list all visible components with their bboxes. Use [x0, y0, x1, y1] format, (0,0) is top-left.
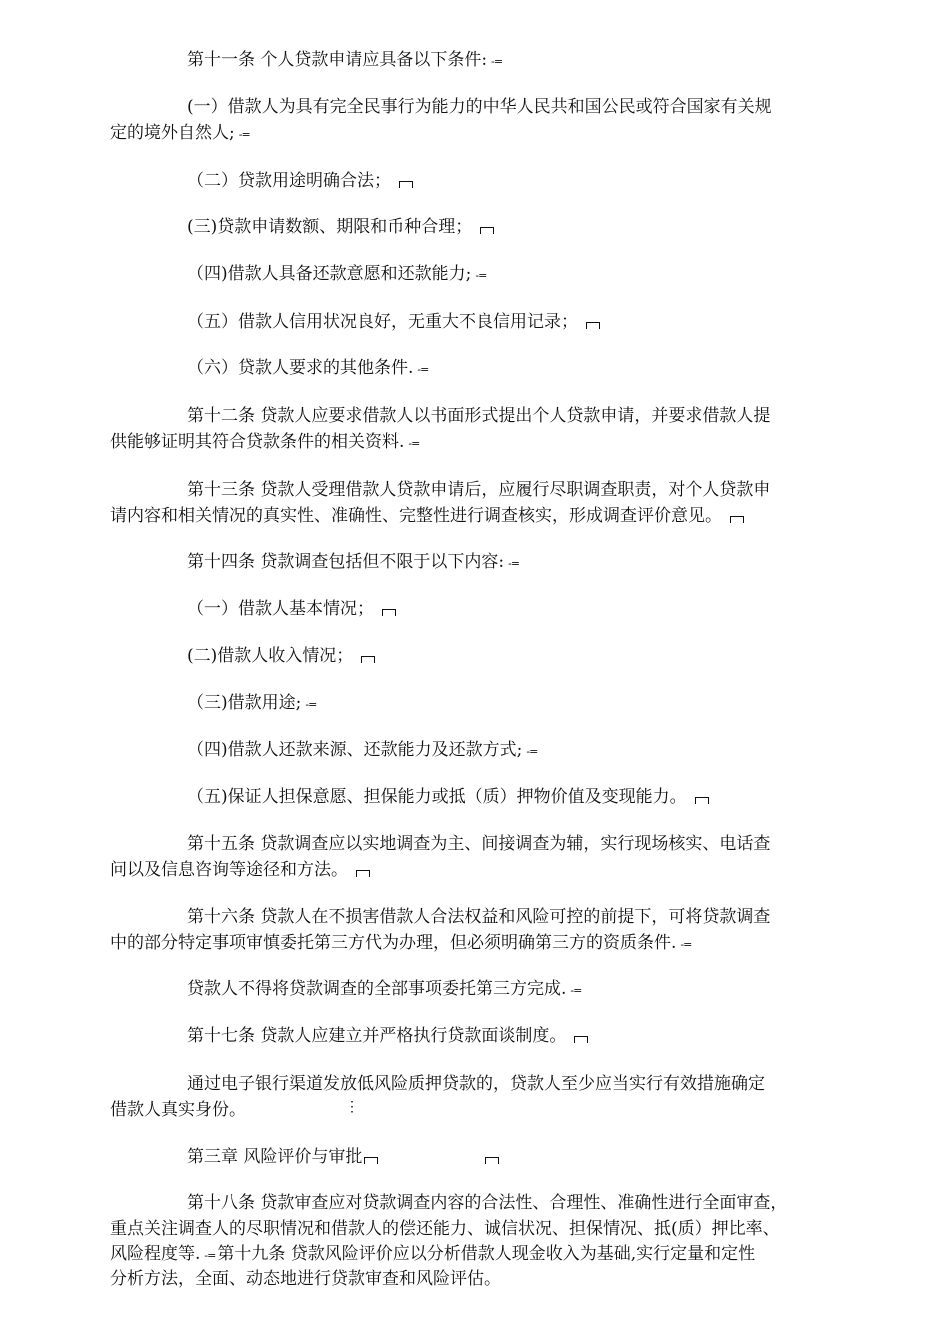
paragraph-line: (二)借款人收入情况；: [187, 644, 375, 668]
paragraph-mark-icon: [356, 870, 370, 877]
paragraph-line: 第十二条 贷款人应要求借款人以书面形式提出个人贷款申请，并要求借款人提: [187, 406, 771, 426]
paragraph-line: （二）贷款用途明确合法；: [187, 169, 413, 193]
paragraph-line: 供能够证明其符合贷款条件的相关资料. -=: [110, 430, 419, 456]
paragraph-line: 问以及信息咨询等途径和方法。: [110, 858, 370, 882]
paragraph-line: （五）借款人信用状况良好，无重大不良信用记录；: [187, 310, 600, 334]
paragraph-mark-icon: [361, 656, 375, 663]
paragraph-line: （四)借款人具备还款意愿和还款能力; -=: [187, 262, 486, 288]
paragraph-line: 第十四条 贷款调查包括但不限于以下内容: -=: [187, 550, 519, 576]
vertical-dots-icon: ⋮: [345, 1099, 359, 1115]
paragraph-mark-icon: -=: [204, 1249, 216, 1262]
paragraph-line: （四)借款人还款来源、还款能力及还款方式; -=: [187, 738, 537, 764]
paragraph-mark-icon: -=: [508, 557, 520, 570]
paragraph-line: （一）借款人基本情况；: [187, 597, 396, 621]
paragraph-line: 请内容和相关情况的真实性、准确性、完整性进行调查核实，形成调查评价意见。: [110, 504, 744, 528]
paragraph-mark-icon: -=: [526, 745, 538, 758]
paragraph-line: 第十一条 个人贷款申请应具备以下条件: -=: [187, 48, 502, 74]
paragraph-line: (一）借款人为具有完全民事行为能力的中华人民共和国公民或符合国家有关规: [187, 97, 772, 117]
paragraph-mark-icon: -=: [417, 363, 429, 376]
paragraph-line: 第十三条 贷款人受理借款人贷款申请后，应履行尽职调查职责，对个人贷款申: [187, 480, 771, 500]
paragraph-line: 通过电子银行渠道发放低风险质押贷款的，贷款人至少应当实行有效措施确定: [187, 1074, 765, 1094]
paragraph-mark-icon: [574, 1036, 588, 1043]
paragraph-mark-icon: [480, 227, 494, 234]
paragraph-mark-icon: [382, 609, 396, 616]
paragraph-line: （三)借款用途; -=: [187, 691, 316, 717]
paragraph-mark-icon: -=: [238, 128, 250, 141]
paragraph-mark-icon: -=: [305, 698, 317, 711]
paragraph-mark-icon: -=: [408, 437, 420, 450]
paragraph-line: 分析方法，全面、动态地进行贷款审查和风险评估。: [110, 1269, 501, 1289]
paragraph-line: (三)贷款申请数额、期限和币种合理；: [187, 215, 494, 239]
paragraph-line: 贷款人不得将贷款调查的全部事项委托第三方完成. -=: [187, 977, 581, 1003]
paragraph-line: 重点关注调查人的尽职情况和借款人的偿还能力、诚信状况、担保情况、抵(质）押比率、: [110, 1219, 780, 1239]
paragraph-mark-icon: [695, 797, 709, 804]
paragraph-mark-icon: -=: [570, 984, 582, 997]
paragraph-mark-icon: [485, 1157, 499, 1164]
paragraph-line: 第十七条 贷款人应建立并严格执行贷款面谈制度。: [187, 1024, 588, 1048]
paragraph-mark-icon: [586, 322, 600, 329]
paragraph-line: 借款人真实身份。: [110, 1100, 246, 1120]
paragraph-line: （六）贷款人要求的其他条件. -=: [187, 356, 428, 382]
paragraph-mark-icon: -=: [680, 938, 692, 951]
paragraph-line: 第十六条 贷款人在不损害借款人合法权益和风险可控的前提下，可将贷款调查: [187, 907, 771, 927]
paragraph-mark-icon: [364, 1157, 378, 1164]
paragraph-line: （五)保证人担保意愿、担保能力或抵（质）押物价值及变现能力。: [187, 785, 709, 809]
paragraph-line: 第十五条 贷款调查应以实地调查为主、间接调查为辅，实行现场核实、电话查: [187, 834, 771, 854]
paragraph-line: 第十八条 贷款审查应对贷款调查内容的合法性、合理性、准确性进行全面审查，: [187, 1193, 788, 1213]
paragraph-line: 风险程度等. -= 第十九条 贷款风险评价应以分析借款人现金收入为基础,实行定量和定性: [110, 1242, 755, 1268]
paragraph-line: 中的部分特定事项审慎委托第三方代为办理，但必须明确第三方的资质条件. -=: [110, 931, 691, 957]
paragraph-mark-icon: -=: [475, 269, 487, 282]
paragraph-line: 定的境外自然人; -=: [110, 121, 250, 147]
paragraph-mark-icon: -=: [491, 55, 503, 68]
paragraph-mark-icon: [730, 516, 744, 523]
paragraph-mark-icon: [399, 181, 413, 188]
section-heading: 第三章 风险评价与审批: [187, 1145, 378, 1169]
